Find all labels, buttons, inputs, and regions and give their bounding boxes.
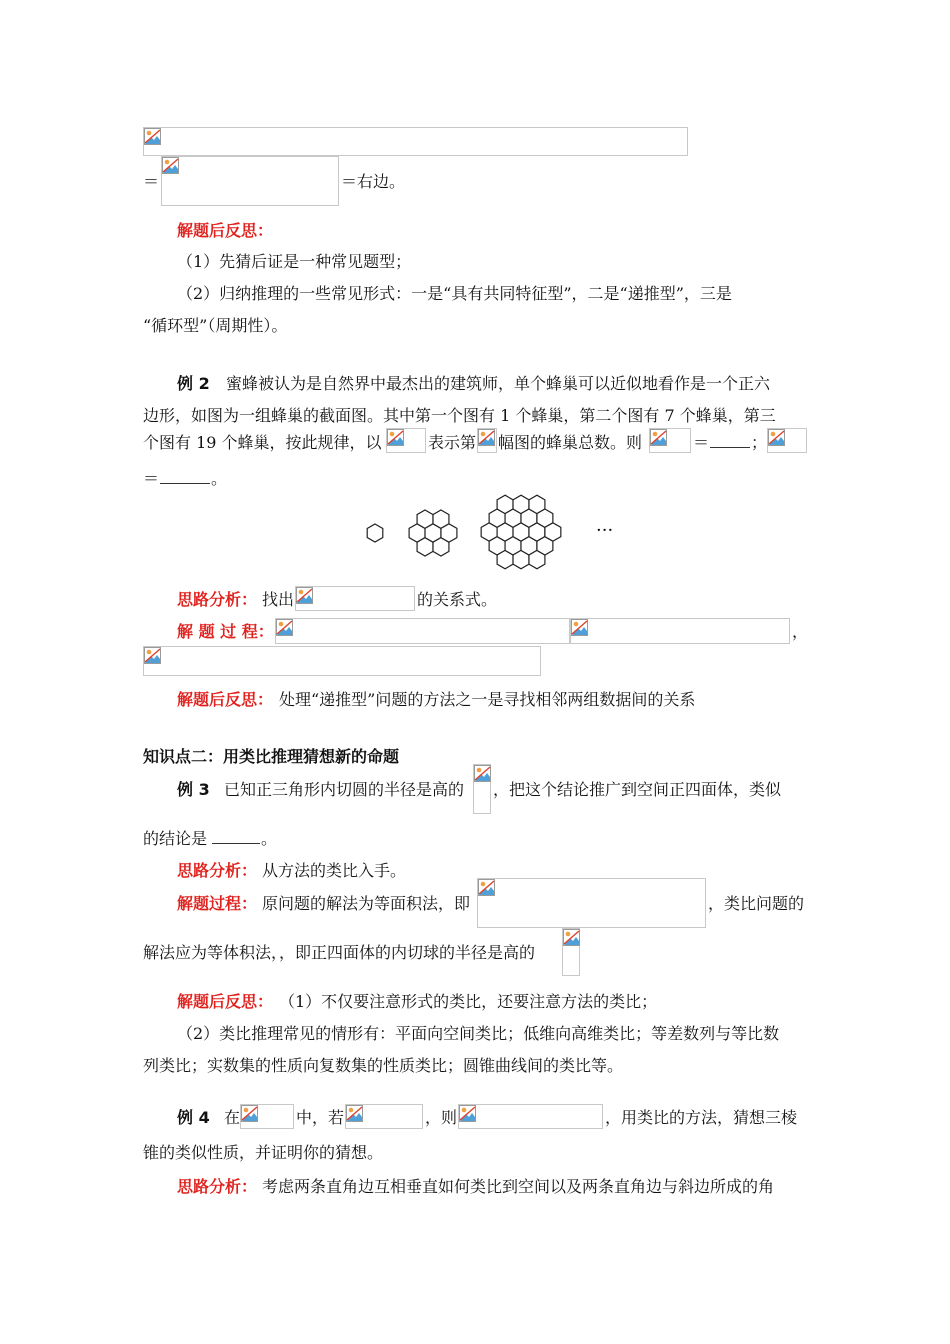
honeycomb-figure-3 bbox=[481, 495, 561, 569]
formula-image bbox=[295, 586, 415, 611]
problem-text: 锥的类似性质，并证明你的猜想。 bbox=[143, 1143, 384, 1162]
reflection-item: （1）先猜后证是一种常见题型； bbox=[177, 252, 412, 271]
formula-image bbox=[562, 928, 580, 976]
hexagon-cell bbox=[545, 523, 561, 541]
formula-image bbox=[767, 428, 807, 453]
reflection-label: 解题后反思： bbox=[177, 992, 274, 1011]
formula-image bbox=[458, 1104, 603, 1129]
reflection-text: （2）类比推理常见的情形有：平面向空间类比；低维向高维类比；等差数列与等比数 bbox=[177, 1024, 780, 1043]
section-title: 知识点二：用类比推理猜想新的命题 bbox=[143, 747, 400, 766]
reflection-item: “循环型”（周期性）。 bbox=[143, 316, 288, 335]
broken-image-icon bbox=[571, 619, 588, 636]
process-text: ，类比问题的 bbox=[708, 894, 805, 913]
broken-image-icon bbox=[478, 429, 495, 446]
process-text: ， bbox=[792, 622, 809, 641]
equals-right-side-text: ＝右边。 bbox=[341, 172, 406, 191]
problem-text: 的结论是 bbox=[143, 829, 208, 848]
problem-text: 。 bbox=[261, 829, 278, 848]
hexagon-cell bbox=[367, 524, 383, 542]
analysis-text: 找出 bbox=[262, 590, 295, 609]
analysis-text: 考虑两条直角边互相垂直如何类比到空间以及两条直角边与斜边所成的角 bbox=[262, 1177, 775, 1196]
broken-image-icon bbox=[478, 879, 495, 896]
broken-image-icon bbox=[144, 647, 161, 664]
problem-text: 幅图的蜂巢总数。则 bbox=[498, 433, 643, 452]
broken-image-icon bbox=[346, 1105, 363, 1122]
answer-blank bbox=[212, 829, 260, 849]
process-label: 解题过程： bbox=[177, 894, 258, 913]
process-label: 解 题 过 程： bbox=[177, 622, 274, 641]
answer-blank bbox=[710, 433, 750, 453]
reflection-text: 处理“递推型”问题的方法之一是寻找相邻两组数据间的关系 bbox=[279, 690, 696, 709]
broken-image-icon bbox=[241, 1105, 258, 1122]
analysis-text: 从方法的类比入手。 bbox=[262, 861, 407, 880]
formula-image bbox=[161, 156, 339, 206]
hexagon-cell bbox=[441, 524, 457, 542]
equals-sign: ＝ bbox=[143, 172, 160, 191]
broken-image-icon bbox=[162, 157, 179, 174]
broken-image-icon bbox=[144, 128, 161, 145]
analysis-text: 的关系式。 bbox=[417, 590, 498, 609]
problem-text: ＝ bbox=[143, 469, 160, 488]
answer-blank bbox=[160, 469, 210, 489]
problem-text: ＝ bbox=[693, 433, 710, 452]
reflection-label: 解题后反思： bbox=[177, 221, 274, 240]
figure-ellipsis: ··· bbox=[596, 520, 614, 541]
analysis-label: 思路分析： bbox=[177, 861, 258, 880]
problem-text: ，则 bbox=[425, 1108, 458, 1127]
reflection-text: 列类比；实数集的性质向复数集的性质类比；圆锥曲线间的类比等。 bbox=[143, 1056, 624, 1075]
problem-text: ； bbox=[751, 433, 768, 452]
formula-image bbox=[143, 127, 688, 156]
broken-image-icon bbox=[387, 429, 404, 446]
formula-image bbox=[275, 618, 570, 644]
broken-image-icon bbox=[563, 929, 580, 946]
honeycomb-figure-1 bbox=[367, 524, 383, 542]
formula-image bbox=[240, 1104, 294, 1129]
broken-image-icon bbox=[768, 429, 785, 446]
problem-text: 。 bbox=[211, 469, 228, 488]
example-label: 例 4 bbox=[177, 1108, 210, 1127]
analysis-label: 思路分析： bbox=[177, 590, 258, 609]
problem-text: 在 bbox=[224, 1108, 241, 1127]
honeycomb-figure bbox=[360, 486, 630, 578]
broken-image-icon bbox=[474, 765, 491, 782]
process-text: 原问题的解法为等面积法，即 bbox=[262, 894, 471, 913]
broken-image-icon bbox=[296, 587, 313, 604]
process-text: 解法应为等体积法，，即正四面体的内切球的半径是高的 bbox=[143, 943, 536, 962]
formula-image bbox=[345, 1104, 423, 1129]
broken-image-icon bbox=[276, 619, 293, 636]
reflection-label: 解题后反思： bbox=[177, 690, 274, 709]
problem-text: ，用类比的方法，猜想三棱 bbox=[605, 1108, 798, 1127]
problem-text: 边形，如图为一组蜂巢的截面图。其中第一个图有 1 个蜂巢，第二个图有 7 个蜂巢，第三 bbox=[143, 406, 776, 425]
problem-text: 个图有 19 个蜂巢，按此规律，以 bbox=[143, 433, 382, 452]
formula-image bbox=[386, 428, 426, 453]
problem-text: ，把这个结论推广到空间正四面体，类似 bbox=[493, 780, 782, 799]
formula-image bbox=[649, 428, 691, 453]
example-label: 例 2 bbox=[177, 374, 210, 393]
honeycomb-figure-2 bbox=[409, 510, 457, 556]
reflection-item: （2）归纳推理的一些常见形式：一是“具有共同特征型”，二是“递推型”，三是 bbox=[177, 284, 732, 303]
broken-image-icon bbox=[650, 429, 667, 446]
formula-image bbox=[477, 428, 497, 453]
problem-text: 蜜蜂被认为是自然界中最杰出的建筑师，单个蜂巢可以近似地看作是一个正六 bbox=[226, 374, 771, 393]
problem-text: 中，若 bbox=[296, 1108, 345, 1127]
formula-image bbox=[143, 646, 541, 676]
formula-image bbox=[473, 764, 491, 814]
formula-image bbox=[570, 618, 790, 644]
formula-image bbox=[477, 878, 706, 928]
broken-image-icon bbox=[459, 1105, 476, 1122]
problem-text: 已知正三角形内切圆的半径是高的 bbox=[224, 780, 465, 799]
reflection-text: （1）不仅要注意形式的类比，还要注意方法的类比； bbox=[279, 992, 658, 1011]
problem-text: 表示第 bbox=[428, 433, 477, 452]
analysis-label: 思路分析： bbox=[177, 1177, 258, 1196]
example-label: 例 3 bbox=[177, 780, 210, 799]
